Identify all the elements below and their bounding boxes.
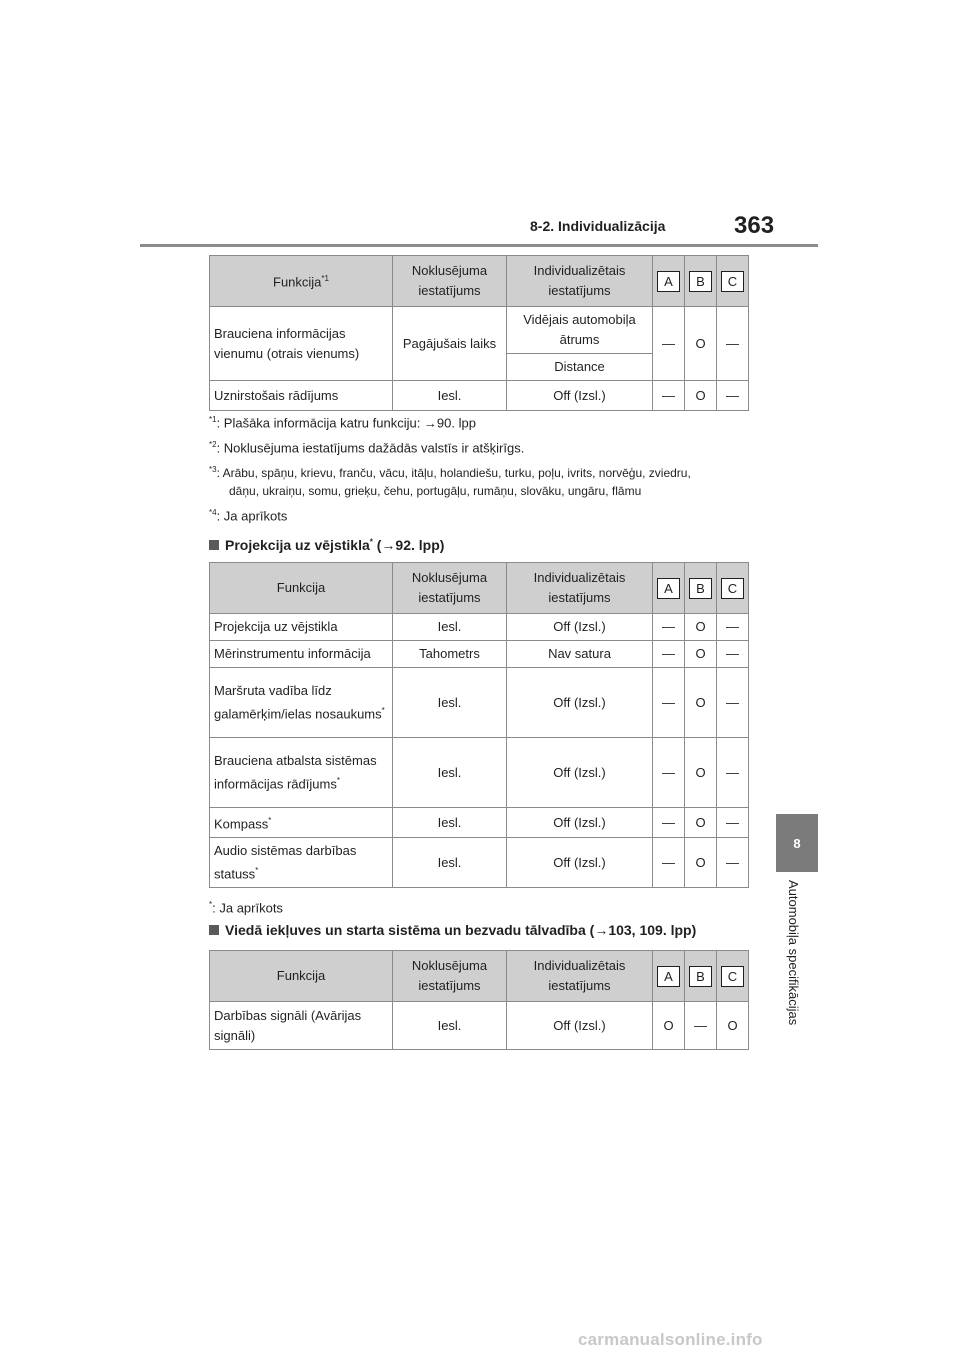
square-bullet-icon bbox=[209, 540, 219, 550]
col-default: Noklusējuma iestatījums bbox=[393, 256, 507, 307]
section-title: Projekcija uz vējstikla* (→92. lpp) bbox=[209, 537, 444, 553]
table-row: Distance bbox=[210, 354, 749, 381]
chapter-tab[interactable] bbox=[776, 814, 818, 872]
table-row: Uznirstošais rādījums Iesl. Off (Izsl.) — O — bbox=[210, 381, 749, 411]
chapter-label: Automobiļa specifikācijas bbox=[786, 880, 801, 1026]
col-function: Funkcija$^{*1}$ bbox=[210, 256, 393, 307]
table-header-row: Funkcija Noklusējuma iestatījums Individualizētais iestatījums A B C bbox=[210, 951, 749, 1002]
table-smart-entry bbox=[209, 950, 749, 1050]
footnote-continuation: dāņu, ukraiņu, somu, grieķu, čehu, portugāļu, rumāņu, slovāku, ungāru, flāmu bbox=[229, 484, 642, 498]
table-row: Kompass* Iesl. Off (Izsl.) — O — bbox=[210, 808, 749, 838]
table-head-up-display bbox=[209, 562, 749, 888]
footnote: $^{*2}$: Noklusējuma iestatījums dažādās valstīs ir atšķirīgs. bbox=[209, 440, 525, 456]
table-row: Projekcija uz vējstikla Iesl. Off (Izsl.) — O — bbox=[210, 614, 749, 641]
col-c: C bbox=[717, 256, 749, 307]
table-header-row bbox=[210, 256, 749, 307]
table-row: Brauciena informācijas vienumu (otrais vienums) Pagājušais laiks Vidējais automobiļa ātrums — O — bbox=[210, 307, 749, 354]
footnote: *: Ja aprīkots bbox=[209, 900, 283, 916]
chapter-number: 8 bbox=[793, 835, 801, 851]
footnote: $^{*4}$: Ja aprīkots bbox=[209, 508, 288, 524]
section-title: Viedā iekļuves un starta sistēma un bezvadu tālvadība (→103, 109. lpp) bbox=[209, 922, 696, 938]
table-trip-info bbox=[209, 255, 749, 411]
table-row: Darbības signāli (Avārijas signāli) Iesl. Off (Izsl.) O — O bbox=[210, 1002, 749, 1050]
table-row: Mērinstrumentu informācija Tahometrs Nav satura — O — bbox=[210, 641, 749, 668]
watermark: carmanualsonline.info bbox=[578, 1330, 763, 1349]
col-a: A bbox=[653, 256, 685, 307]
footnote: $^{*1}$: Plašāka informācija katru funkciju: →90. lpp bbox=[209, 415, 476, 431]
section-heading: 8-2. Individualizācija bbox=[530, 218, 666, 234]
page-number: 363 bbox=[734, 212, 775, 239]
table-row: Brauciena atbalsta sistēmas informācijas rādījums* Iesl. Off (Izsl.) — O — bbox=[210, 738, 749, 808]
table-header-row: Funkcija Noklusējuma iestatījums Individualizētais iestatījums A B C bbox=[210, 563, 749, 614]
square-bullet-icon bbox=[209, 925, 219, 935]
table-row: Maršruta vadība līdz galamērķim/ielas nosaukums* Iesl. Off (Izsl.) — O — bbox=[210, 668, 749, 738]
table-row: Audio sistēmas darbības statuss* Iesl. Off (Izsl.) — O — bbox=[210, 838, 749, 888]
col-custom: Individualizētais iestatījums bbox=[507, 256, 653, 307]
header-divider bbox=[140, 244, 818, 247]
footnote: $^{*3}$: Arābu, spāņu, krievu, franču, vācu, itāļu, holandiešu, turku, poļu, ivrits, norvēģu, zviedru, bbox=[209, 465, 691, 480]
col-b: B bbox=[685, 256, 717, 307]
